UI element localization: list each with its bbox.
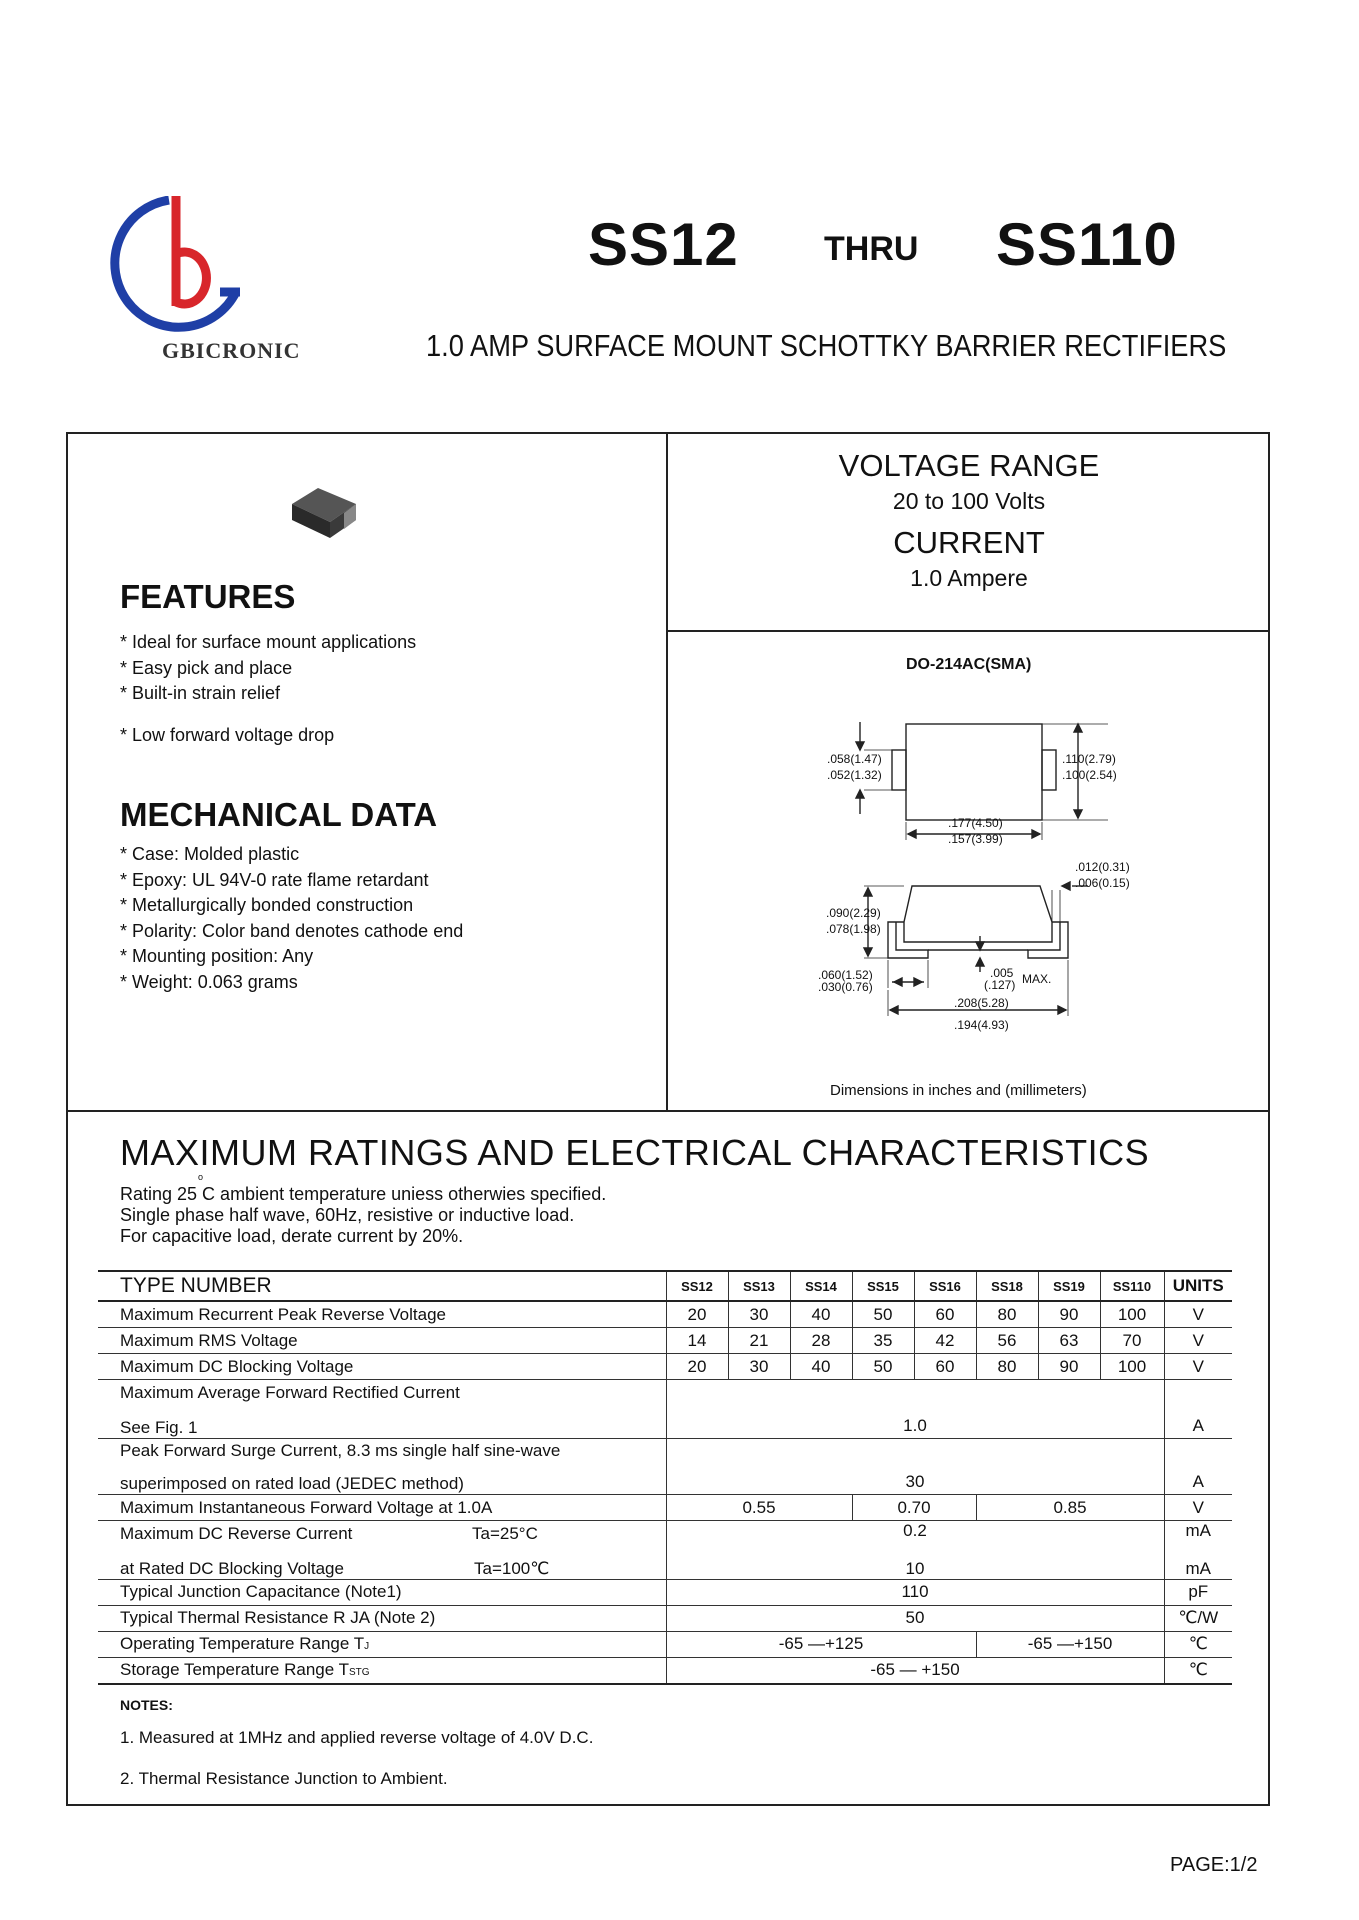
unit-cell: mA (1164, 1546, 1232, 1579)
condition-text: Ta=100℃ (474, 1558, 550, 1578)
unit-cell: A (1164, 1438, 1232, 1495)
dim-f1: .060(1.52) (818, 968, 873, 982)
cell: 80 (976, 1354, 1038, 1380)
cell: 30 (666, 1438, 1164, 1495)
type-number-label: TYPE NUMBER (98, 1271, 666, 1301)
type-col: SS18 (976, 1271, 1038, 1301)
cell: 50 (852, 1354, 914, 1380)
cell: 100 (1100, 1354, 1164, 1380)
feature-item: * Easy pick and place (120, 657, 293, 678)
row-label (98, 1657, 666, 1684)
cell: 10 (666, 1546, 1164, 1579)
cell: 90 (1038, 1301, 1100, 1328)
type-col: SS19 (1038, 1271, 1100, 1301)
dim-a2: .052(1.32) (827, 768, 882, 782)
component-image (288, 482, 360, 542)
row-label: Typical Junction Capacitance (Note1) (120, 1582, 402, 1601)
summary-box (668, 448, 1270, 592)
cell: 21 (728, 1328, 790, 1354)
table-row (98, 1354, 1232, 1380)
dim-e2: .078(1.98) (826, 922, 881, 936)
units-label: UNITS (1164, 1271, 1232, 1301)
cell: 35 (852, 1328, 914, 1354)
cell: 0.85 (976, 1495, 1164, 1521)
table-row (98, 1301, 1232, 1328)
type-col: SS16 (914, 1271, 976, 1301)
subscript: STG (349, 1667, 370, 1678)
cell: 90 (1038, 1354, 1100, 1380)
type-col: SS14 (790, 1271, 852, 1301)
feature-item: * Low forward voltage drop (120, 724, 335, 745)
unit-cell: pF (1164, 1579, 1232, 1605)
row-label-text: at Rated DC Blocking Voltage (120, 1558, 344, 1578)
dim-d2: .006(0.15) (1075, 876, 1130, 890)
cell: 70 (1100, 1328, 1164, 1354)
horizontal-divider-summary (666, 630, 1270, 632)
current-label: CURRENT (893, 525, 1045, 560)
cell: -65 — +150 (666, 1657, 1164, 1684)
notes-heading: NOTES: (120, 1697, 173, 1713)
unit-cell: V (1164, 1301, 1232, 1328)
row-label-text: Storage Temperature Range T (120, 1660, 350, 1679)
row-label-text: Maximum DC Reverse Current (120, 1523, 353, 1543)
row-label: superimposed on rated load (JEDEC method) (120, 1474, 464, 1493)
table-row (98, 1579, 1232, 1605)
table-row (98, 1631, 1232, 1657)
cell: 14 (666, 1328, 728, 1354)
type-col: SS110 (1100, 1271, 1164, 1301)
row-label-text: Operating Temperature Range T (120, 1634, 365, 1653)
mechanical-item: * Metallurgically bonded construction (120, 895, 414, 915)
cell: 40 (790, 1354, 852, 1380)
mechanical-item: * Polarity: Color band denotes cathode end (120, 920, 464, 941)
type-col: SS15 (852, 1271, 914, 1301)
cell: -65 —+125 (666, 1631, 976, 1657)
features-heading: FEATURES (120, 578, 296, 615)
cell: 60 (914, 1354, 976, 1380)
dim-d1: .012(0.31) (1075, 860, 1130, 874)
table-header-row (98, 1271, 1232, 1301)
row-label: Typical Thermal Resistance R JA (Note 2) (120, 1608, 436, 1627)
cell: 42 (914, 1328, 976, 1354)
dim-f2: .030(0.76) (818, 980, 873, 994)
cell: 30 (728, 1354, 790, 1380)
voltage-range-value: 20 to 100 Volts (892, 488, 1046, 514)
cell: 28 (790, 1328, 852, 1354)
row-label: See Fig. 1 (120, 1417, 198, 1437)
condition-line: Rating 25 C ambient temperature uniess otherwies specified. (120, 1184, 607, 1204)
cell: 1.0 (666, 1380, 1164, 1439)
condition-line: For capacitive load, derate current by 20%. (120, 1226, 464, 1246)
subscript: J (364, 1641, 370, 1652)
table-row (98, 1657, 1232, 1684)
unit-cell: mA (1164, 1521, 1232, 1547)
cell: 20 (666, 1301, 728, 1328)
dim-g2: (.127) (984, 978, 1016, 992)
row-label (98, 1631, 666, 1657)
table-row (98, 1546, 1232, 1579)
mechanical-item: * Mounting position: Any (120, 946, 314, 966)
horizontal-divider-ratings (66, 1110, 1270, 1112)
mechanical-item: * Epoxy: UL 94V-0 rate flame retardant (120, 869, 429, 890)
table-row (98, 1521, 1232, 1547)
page-number: PAGE:1/2 (1170, 1854, 1258, 1876)
cell: 63 (1038, 1328, 1100, 1354)
brand-name: GBICRONIC (162, 338, 301, 363)
ratings-conditions (120, 1184, 606, 1247)
features-list (120, 630, 416, 748)
dimension-caption: Dimensions in inches and (millimeters) (830, 1082, 1087, 1099)
cell: 56 (976, 1328, 1038, 1354)
cell: -65 —+150 (976, 1631, 1164, 1657)
unit-cell: V (1164, 1328, 1232, 1354)
package-outline-drawing (668, 710, 1268, 1070)
cell: 60 (914, 1301, 976, 1328)
note-1: 1. Measured at 1MHz and applied reverse voltage of 4.0V D.C. (120, 1728, 594, 1747)
cell: 80 (976, 1301, 1038, 1328)
cell: 40 (790, 1301, 852, 1328)
table-row (98, 1495, 1232, 1521)
dim-b1: .110(2.79) (1062, 752, 1116, 766)
type-col: SS13 (728, 1271, 790, 1301)
row-label: Maximum DC Blocking Voltage (120, 1356, 354, 1376)
dim-c1: .177(4.50) (948, 816, 1003, 830)
ratings-table (98, 1270, 1232, 1685)
cell: 20 (666, 1354, 728, 1380)
dim-a1: .058(1.47) (827, 752, 882, 766)
row-label (98, 1521, 666, 1547)
table-row (98, 1328, 1232, 1354)
voltage-range-label: VOLTAGE RANGE (838, 448, 1100, 483)
mechanical-list (120, 842, 463, 995)
note-2: 2. Thermal Resistance Junction to Ambient. (120, 1769, 448, 1788)
page-subtitle: 1.0 AMP SURFACE MOUNT SCHOTTKY BARRIER RECTIFIERS (426, 328, 1227, 363)
unit-cell: ℃ (1164, 1657, 1232, 1684)
feature-item: * Ideal for surface mount applications (120, 632, 417, 652)
row-label (98, 1546, 666, 1579)
cell: 0.55 (666, 1495, 852, 1521)
package-name: DO-214AC(SMA) (906, 656, 1032, 673)
unit-cell: V (1164, 1354, 1232, 1380)
cell: 110 (666, 1579, 1164, 1605)
row-label: Maximum Average Forward Rectified Current (120, 1382, 460, 1402)
dim-g1: .005 (990, 966, 1014, 980)
table-row (98, 1380, 1232, 1406)
mechanical-heading: MECHANICAL DATA (120, 796, 438, 833)
feature-item: * Built-in strain relief (120, 683, 281, 703)
cell: 100 (1100, 1301, 1164, 1328)
condition-line: Single phase half wave, 60Hz, resistive or inductive load. (120, 1205, 575, 1225)
mechanical-item: * Weight: 0.063 grams (120, 971, 298, 992)
table-row (98, 1605, 1232, 1631)
cell: 0.70 (852, 1495, 976, 1521)
unit-cell: ℃/W (1164, 1605, 1232, 1631)
degree-mark: o (198, 1172, 204, 1182)
unit-cell: A (1164, 1380, 1232, 1439)
type-col: SS12 (666, 1271, 728, 1301)
row-label: Peak Forward Surge Current, 8.3 ms single half sine-wave (120, 1441, 561, 1460)
condition-text: Ta=25°C (472, 1523, 538, 1543)
unit-cell: ℃ (1164, 1631, 1232, 1657)
row-label: Maximum RMS Voltage (120, 1330, 298, 1350)
cell: 50 (852, 1301, 914, 1328)
brand-logo (94, 196, 244, 346)
cell: 30 (728, 1301, 790, 1328)
cell: 0.2 (666, 1521, 1164, 1547)
mechanical-item: * Case: Molded plastic (120, 844, 300, 864)
dim-b2: .100(2.54) (1062, 768, 1117, 782)
unit-cell: V (1164, 1495, 1232, 1521)
dim-g3: MAX. (1022, 972, 1052, 986)
dim-h2: .194(4.93) (954, 1018, 1009, 1032)
table-row (98, 1438, 1232, 1464)
thru-label: THRU (824, 230, 919, 268)
dim-h1: .208(5.28) (954, 996, 1009, 1010)
part-to: SS110 (996, 211, 1178, 278)
part-from: SS12 (588, 211, 739, 278)
row-label: Maximum Instantaneous Forward Voltage at 1.0A (120, 1497, 493, 1517)
row-label: Maximum Recurrent Peak Reverse Voltage (120, 1304, 446, 1324)
dim-c2: .157(3.99) (948, 832, 1003, 846)
dim-e1: .090(2.29) (826, 906, 881, 920)
cell: 50 (666, 1605, 1164, 1631)
current-value: 1.0 Ampere (910, 565, 1028, 591)
ratings-heading: MAXIMUM RATINGS AND ELECTRICAL CHARACTERISTICS (120, 1132, 1150, 1173)
